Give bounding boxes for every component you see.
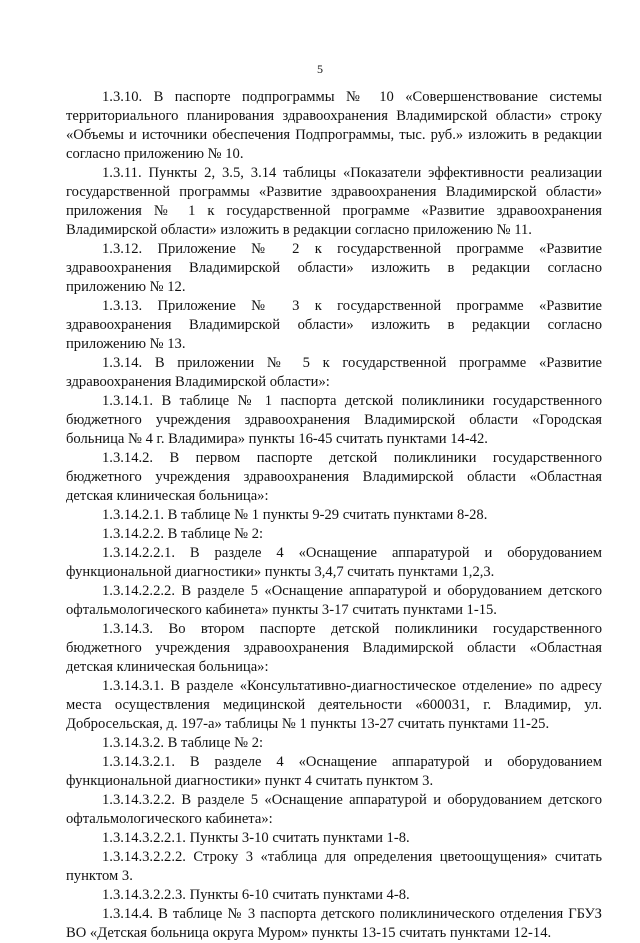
paragraph: 1.3.14. В приложении № 5 к государственной программе «Развитие здравоохранения Владимирской области»: (66, 355, 602, 390)
paragraph: 1.3.14.3. Во втором паспорте детской поликлиники государственного бюджетного учреждения здравоохранения Владимирской области «Областная детская клиническая больница»: (66, 621, 602, 675)
paragraph: 1.3.13. Приложение № 3 к государственной программе «Развитие здравоохранения Владимирской области» изложить в редакции согласно приложению № 13. (66, 298, 602, 352)
paragraph: 1.3.14.3.1. В разделе «Консультативно-диагностическое отделение» по адресу места осуществления медицинской деятельности «600031, г. Владимир, ул. Добросельская, д. 197-а» таблицы № 1 пункты 13-27 считать пунктами 11-25. (66, 678, 602, 732)
paragraph: 1.3.14.2.1. В таблице № 1 пункты 9-29 считать пунктами 8-28. (102, 507, 488, 523)
paragraph: 1.3.14.3.2. В таблице № 2: (102, 735, 264, 751)
paragraph: 1.3.14.3.2.2.1. Пункты 3-10 считать пунктами 1-8. (102, 830, 410, 846)
paragraph: 1.3.14.1. В таблице № 1 паспорта детской поликлиники государственного бюджетного учреждения здравоохранения Владимирской области «Городская больница № 4 г. Владимира» пункты 16-45 считать пунктами 14-42. (66, 393, 602, 447)
page-number: 5 (317, 62, 323, 76)
paragraph: 1.3.14.3.2.2.3. Пункты 6-10 считать пунктами 4-8. (102, 887, 410, 903)
paragraph: 1.3.14.2.2. В таблице № 2: (102, 526, 264, 542)
paragraph: 1.3.11. Пункты 2, 3.5, 3.14 таблицы «Показатели эффективности реализации государственной программы «Развитие здравоохранения Владимирской области» приложения № 1 к государственной программе «Развитие здравоохранения Владимирской области» изложить в редакции согласно приложению № 11. (66, 165, 602, 238)
paragraph: 1.3.12. Приложение № 2 к государственной программе «Развитие здравоохранения Владимирской области» изложить в редакции согласно приложению № 12. (66, 241, 602, 295)
paragraph: 1.3.14.3.2.2.2. Строку 3 «таблица для определения цветоощущения» считать пунктом 3. (66, 849, 602, 884)
paragraph: 1.3.14.3.2.2. В разделе 5 «Оснащение аппаратурой и оборудованием детского офтальмологического кабинета»: (66, 792, 602, 827)
paragraph: 1.3.10. В паспорте подпрограммы № 10 «Совершенствование системы территориального планирования здравоохранения Владимирской области» строку «Объемы и источники обеспечения Подпрограммы, тыс. руб.» изложить в редакции согласно приложению № 10. (66, 89, 602, 162)
paragraph: 1.3.14.2.2.1. В разделе 4 «Оснащение аппаратурой и оборудованием функциональной диагностики» пункты 3,4,7 считать пунктами 1,2,3. (66, 545, 602, 580)
document-body (66, 88, 602, 943)
paragraph: 1.3.14.2.2.2. В разделе 5 «Оснащение аппаратурой и оборудованием детского офтальмологического кабинета» пункты 3-17 считать пунктами 1-15. (66, 583, 602, 618)
paragraph: 1.3.14.2. В первом паспорте детской поликлиники государственного бюджетного учреждения здравоохранения Владимирской области «Областная детская клиническая больница»: (66, 450, 602, 504)
paragraph: 1.3.14.4. В таблице № 3 паспорта детского поликлинического отделения ГБУЗ ВО «Детская больница округа Муром» пункты 13-15 считать пунктами 12-14. (66, 906, 602, 941)
paragraph: 1.3.14.3.2.1. В разделе 4 «Оснащение аппаратурой и оборудованием функциональной диагностики» пункт 4 считать пунктом 3. (66, 754, 602, 789)
